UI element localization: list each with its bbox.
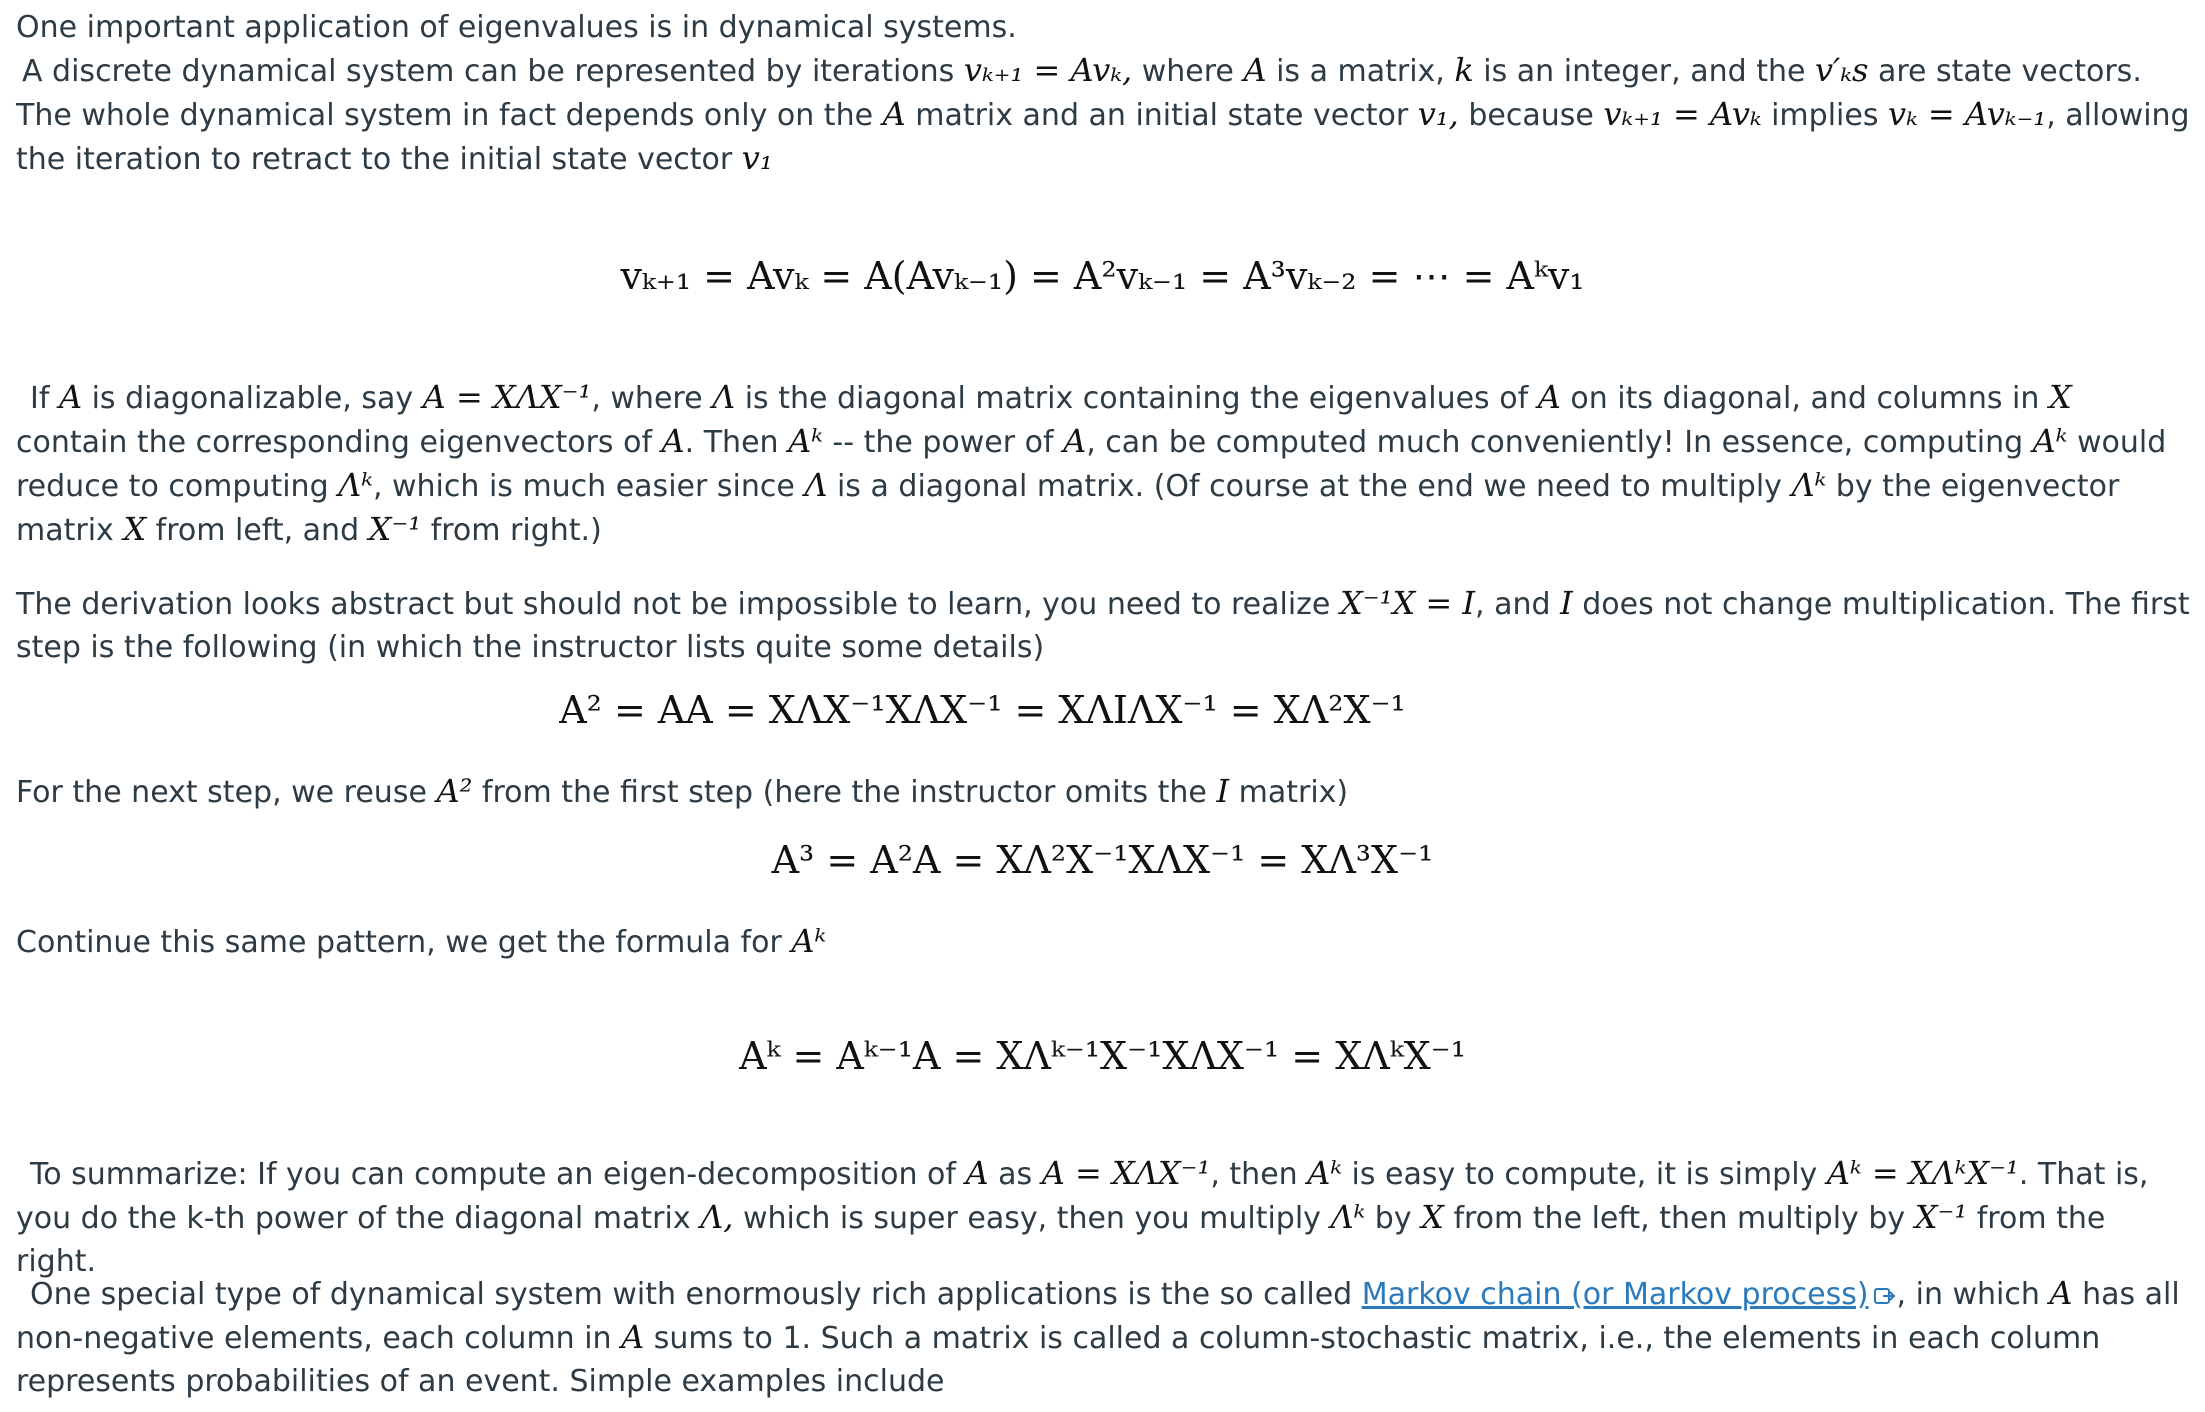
math: A [1537,378,1561,416]
text: matrix and an initial state vector [905,98,1418,133]
text: sums to 1. Such a matrix is called a column-stochastic matrix, i.e., the elements in each column represents probabilities of an event. Simple examples include [16,1321,2101,1399]
math: vₖ = Avₖ₋₁ [1888,95,2047,133]
math: Λᵏ [338,466,373,504]
text: by the eigenvector matrix [16,469,2120,548]
math: A [621,1318,645,1356]
paragraph-next-step [16,770,2191,814]
text: . Then [684,425,789,460]
math: Aᵏ [791,922,827,960]
math: X [1421,1198,1444,1236]
text: matrix) [1229,775,1349,810]
math: A [58,378,83,416]
math: I [1560,584,1573,622]
text: has all non-negative elements, each column in [16,1277,2180,1356]
text: on its diagonal, and columns in [1560,381,2049,416]
text: as [988,1157,1042,1192]
math: A² [436,772,473,810]
text: . That is, you do the k-th power of the diagonal matrix [16,1157,2149,1236]
text: would reduce to computing [16,425,2167,504]
math: k [1454,51,1474,89]
math: X⁻¹ [368,510,422,548]
text: is the diagonal matrix containing the eigenvalues of [735,381,1538,416]
text: from the first step (here the instructor omits the [472,775,1217,810]
text: Continue this same pattern, we get the formula for [16,925,792,960]
text: -- the power of [822,425,1064,460]
math: v₁, [1417,95,1459,133]
math: Λᵏ [1330,1198,1366,1236]
equation-iteration: vₖ₊₁ = Avₖ = A(Avₖ₋₁) = A²vₖ₋₁ = A³vₖ₋₂ = ⋯ = Aᵏv₁ [620,254,1585,298]
math: Aᵏ = XΛᵏX⁻¹ [1826,1154,2019,1192]
math: Aᵏ [2032,422,2068,460]
equation-a-squared: A² = AA = XΛX⁻¹XΛX⁻¹ = XΛIΛX⁻¹ = XΛ²X⁻¹ [559,688,1406,732]
math: Aᵏ [788,422,823,460]
math: vₖ₊₁ = Avₖ [1603,95,1762,133]
math: A = XΛX⁻¹ [422,378,592,416]
math: A = XΛX⁻¹ [1041,1154,1211,1192]
math: I [1216,772,1230,810]
text: , in which [1896,1277,2050,1312]
text: To summarize: If you can compute an eigen-decomposition of [30,1157,966,1192]
text: because [1458,98,1604,133]
math: vₖ₊₁ = Avₖ, [963,51,1133,89]
text: from the left, then multiply by [1443,1201,1915,1236]
text: from right.) [421,513,602,548]
paragraph-diagonalizable [16,376,2191,552]
text: The derivation looks abstract but should not be impossible to learn, you need to realize [16,587,1340,622]
text: are state vectors. The whole dynamical system in fact depends only on the [16,54,2142,133]
math: X [123,510,147,548]
math: A [2049,1274,2073,1312]
text: from left, and [146,513,369,548]
text: is a diagonal matrix. (Of course at the end we need to multiply [827,469,1792,504]
text: , then [1210,1157,1308,1192]
math: Λ [712,378,736,416]
math: X [2048,378,2072,416]
math: v′ₖs [1814,51,1869,89]
intro-sentence: One important application of eigenvalues is in dynamical systems. [16,10,1017,45]
markov-chain-link[interactable]: Markov chain (or Markov process) [1361,1277,1869,1312]
paragraph-markov [16,1272,2191,1403]
math: v₁ [741,139,773,177]
paragraph-summary [16,1152,2191,1283]
math: A [965,1154,989,1192]
text: A discrete dynamical system can be represented by iterations [22,54,964,89]
math: A [1063,422,1087,460]
text: If [30,381,59,416]
text: is a matrix, [1266,54,1455,89]
math: Aᵏ [1307,1154,1342,1192]
text: implies [1761,98,1888,133]
text: which is super easy, then you multiply [733,1201,1331,1236]
equation-a-cubed: A³ = A²A = XΛ²X⁻¹XΛX⁻¹ = XΛ³X⁻¹ [771,838,1434,882]
math: X⁻¹ [1914,1198,1968,1236]
text: , can be computed much conveniently! In essence, computing [1086,425,2033,460]
text: , where [591,381,713,416]
math: A [882,95,906,133]
text: , allowing the iteration to retract to the initial state vector [16,98,2190,177]
text: , and [1475,587,1561,622]
text: is easy to compute, it is simply [1341,1157,1827,1192]
paragraph-intro [16,6,2191,181]
math: A [661,422,685,460]
text: from the right. [16,1201,2106,1279]
text: is an integer, and the [1473,54,1815,89]
paragraph-continue [16,920,2191,964]
text: , which is much easier since [372,469,805,504]
external-link-icon[interactable] [1873,1284,1897,1306]
text: does not change multiplication. The first step is the following (in which the instructor lists quite some details) [16,587,2190,665]
text: For the next step, we reuse [16,775,437,810]
math: Λ [804,466,828,504]
math: Λ, [700,1198,734,1236]
text: is diagonalizable, say [82,381,423,416]
equation-a-k: Aᵏ = Aᵏ⁻¹A = XΛᵏ⁻¹X⁻¹XΛX⁻¹ = XΛᵏX⁻¹ [739,1034,1466,1078]
text: contain the corresponding eigenvectors of [16,425,662,460]
math: X⁻¹X = I [1339,584,1476,622]
math: Λᵏ [1791,466,1827,504]
text: by [1365,1201,1422,1236]
text: One special type of dynamical system with enormously rich applications is the so called [30,1277,1362,1312]
text: where [1132,54,1244,89]
math: A [1243,51,1267,89]
paragraph-derivation [16,582,2191,669]
